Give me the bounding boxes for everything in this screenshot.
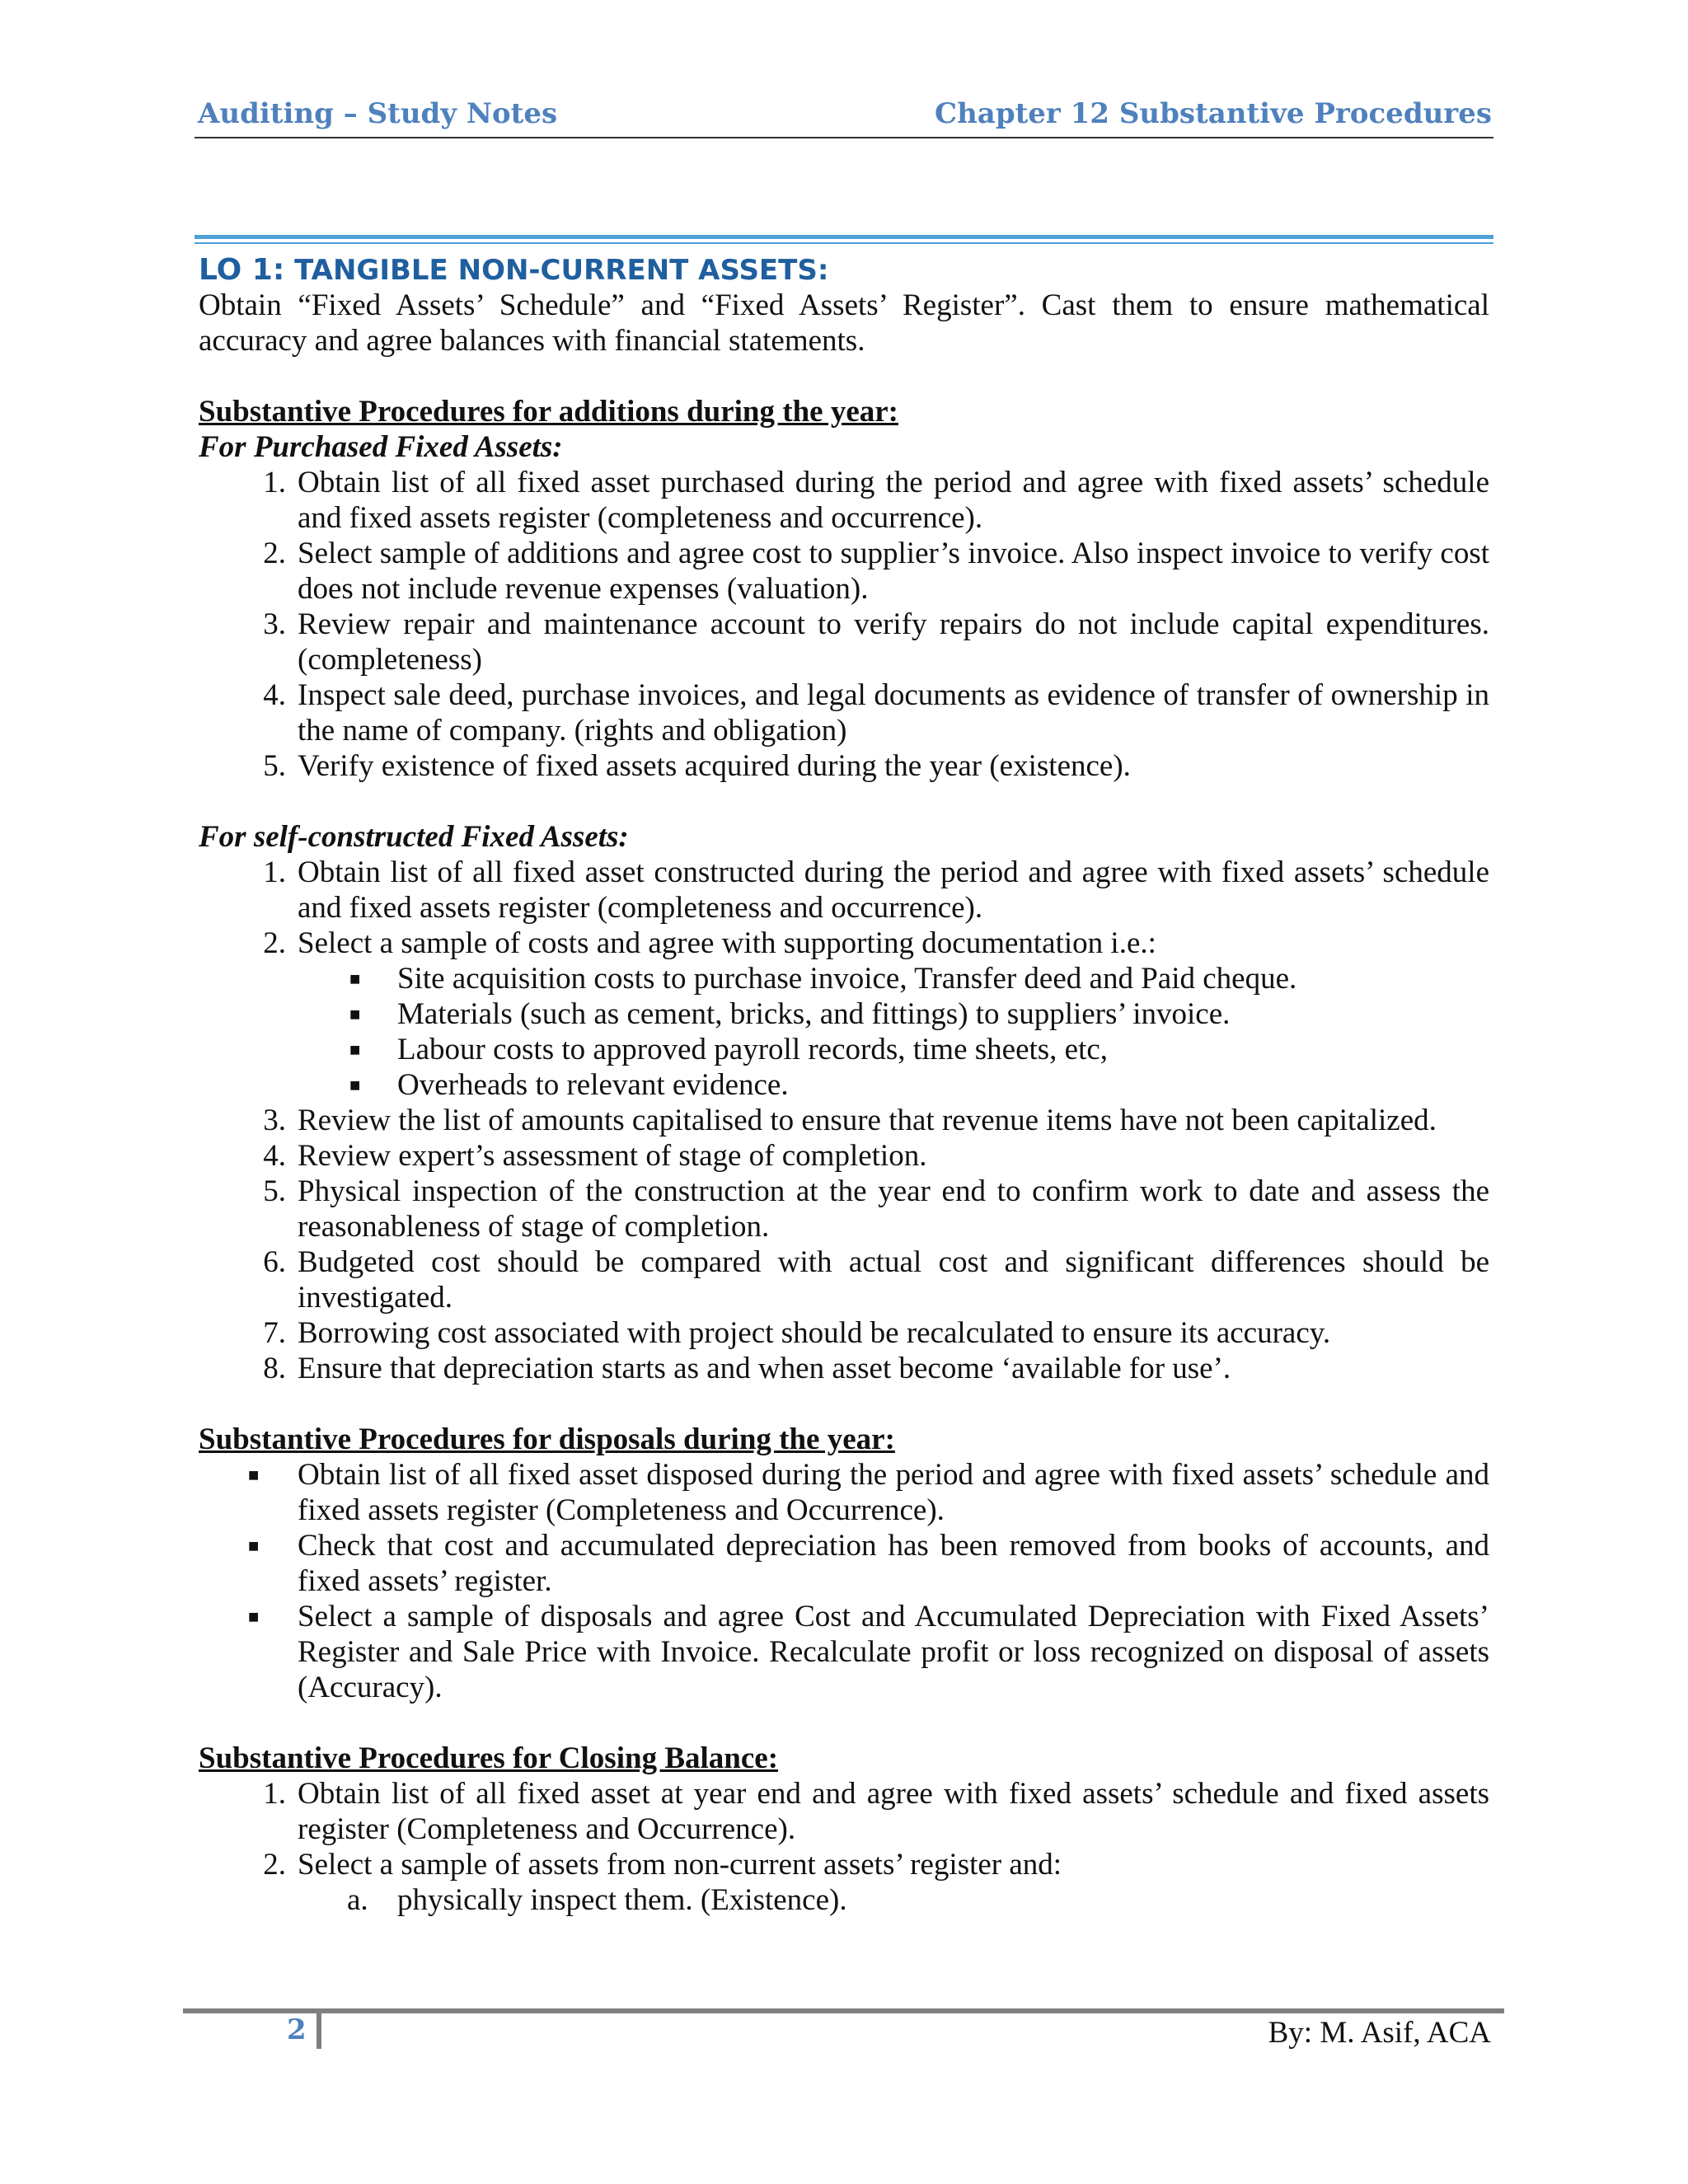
sub-bullet-item: ■ Labour costs to approved payroll records, time sheets, etc,: [349, 1033, 1109, 1066]
list-item: 4. Review expert’s assessment of stage of completion.: [263, 1139, 927, 1173]
square-bullet-icon: ■: [248, 1465, 260, 1485]
list-item: 2. Select sample of additions and agree cost to supplier’s invoice. Also inspect invoice to verify cost does not include revenue expenses (valuation).: [263, 537, 1489, 606]
self-constructed-subheading: For self-constructed Fixed Assets:: [199, 820, 629, 854]
list-item: 1. Obtain list of all fixed asset purchased during the period and agree with fixed assets’ schedule and fixed assets register (completeness and occurrence).: [263, 466, 1489, 535]
purchased-list: [199, 465, 1489, 784]
lo-code: LO 1:: [199, 253, 285, 287]
sub-bullet-item: ■ Materials (such as cement, bricks, and fittings) to suppliers’ invoice.: [349, 997, 1231, 1031]
footer-divider: [183, 2008, 1504, 2013]
list-item: 2. Select a sample of costs and agree with supporting documentation i.e.:: [263, 926, 1156, 960]
sub-bullet-item: ■ Overheads to relevant evidence.: [349, 1068, 789, 1102]
list-item: ■ Obtain list of all fixed asset disposed during the period and agree with fixed assets’ schedule and fixed assets register (Completeness and Occurrence).: [248, 1458, 1489, 1527]
list-item: 1. Obtain list of all fixed asset constructed during the period and agree with fixed assets’ schedule and fixed assets register (completeness and occurrence).: [263, 855, 1489, 925]
intro-paragraph: Obtain “Fixed Assets’ Schedule” and “Fixed Assets’ Register”. Cast them to ensure mathematical accuracy and agree balances with financial statements.: [199, 288, 1489, 358]
square-bullet-icon: ■: [349, 968, 361, 989]
page-number: 2: [287, 2013, 307, 2046]
list-item: 8. Ensure that depreciation starts as and when asset become ‘available for use’.: [263, 1352, 1231, 1385]
list-item: 5. Physical inspection of the construction at the year end to confirm work to date and assess the reasonableness of stage of completion.: [263, 1174, 1489, 1244]
section-rule-thin: [195, 242, 1493, 244]
list-item: 3. Review the list of amounts capitalised to ensure that revenue items have not been capitalized.: [263, 1104, 1437, 1137]
square-bullet-icon: ■: [248, 1535, 260, 1556]
footer-separator: [316, 2013, 321, 2049]
purchased-subheading: For Purchased Fixed Assets:: [199, 430, 563, 464]
square-bullet-icon: ■: [349, 1039, 361, 1060]
list-item: 7. Borrowing cost associated with project should be recalculated to ensure its accuracy.: [263, 1316, 1331, 1350]
header-left-title: Auditing – Study Notes: [198, 97, 558, 130]
closing-heading: Substantive Procedures for Closing Balance:: [199, 1741, 779, 1775]
list-item: ■ Check that cost and accumulated depreciation has been removed from books of accounts, and fixed assets’ register.: [248, 1529, 1489, 1598]
additions-heading: Substantive Procedures for additions during the year:: [199, 395, 898, 429]
lo-title: TANGIBLE NON-CURRENT ASSETS:: [294, 254, 829, 287]
self-constructed-list: [199, 855, 1489, 1386]
section-rule-thick: [195, 235, 1493, 239]
disposals-list: [199, 1457, 1489, 1705]
list-item: 6. Budgeted cost should be compared with actual cost and significant differences should be investigated.: [263, 1245, 1489, 1315]
square-bullet-icon: ■: [349, 1075, 361, 1095]
sub-bullet-item: ■ Site acquisition costs to purchase invoice, Transfer deed and Paid cheque.: [349, 962, 1297, 996]
list-item: ■ Select a sample of disposals and agree Cost and Accumulated Depreciation with Fixed Assets’ Register and Sale Price with Invoice. Recalculate profit or loss recognized on disposal of assets (Accuracy).: [248, 1600, 1489, 1704]
list-item: 4. Inspect sale deed, purchase invoices, and legal documents as evidence of transfer of ownership in the name of company. (rights and obligation): [263, 678, 1489, 748]
disposals-heading: Substantive Procedures for disposals during the year:: [199, 1422, 895, 1456]
list-item: 1. Obtain list of all fixed asset at year end and agree with fixed assets’ schedule and fixed assets register (Completeness and Occurrence).: [263, 1777, 1489, 1846]
list-item: 3. Review repair and maintenance account to verify repairs do not include capital expenditures. (completeness): [263, 607, 1489, 677]
page-content: [199, 252, 1489, 1918]
list-item: 2. Select a sample of assets from non-current assets’ register and:: [263, 1848, 1062, 1882]
square-bullet-icon: ■: [349, 1004, 361, 1024]
sub-list-item: a. physically inspect them. (Existence).: [347, 1883, 847, 1917]
list-item: 5. Verify existence of fixed assets acquired during the year (existence).: [263, 749, 1131, 783]
closing-list: [199, 1776, 1489, 1918]
square-bullet-icon: ■: [248, 1606, 260, 1627]
header-divider: [195, 137, 1493, 138]
header-right-title: Chapter 12 Substantive Procedures: [935, 97, 1492, 130]
author-credit: By: M. Asif, ACA: [1268, 2016, 1491, 2050]
lo-heading: [199, 252, 1489, 288]
